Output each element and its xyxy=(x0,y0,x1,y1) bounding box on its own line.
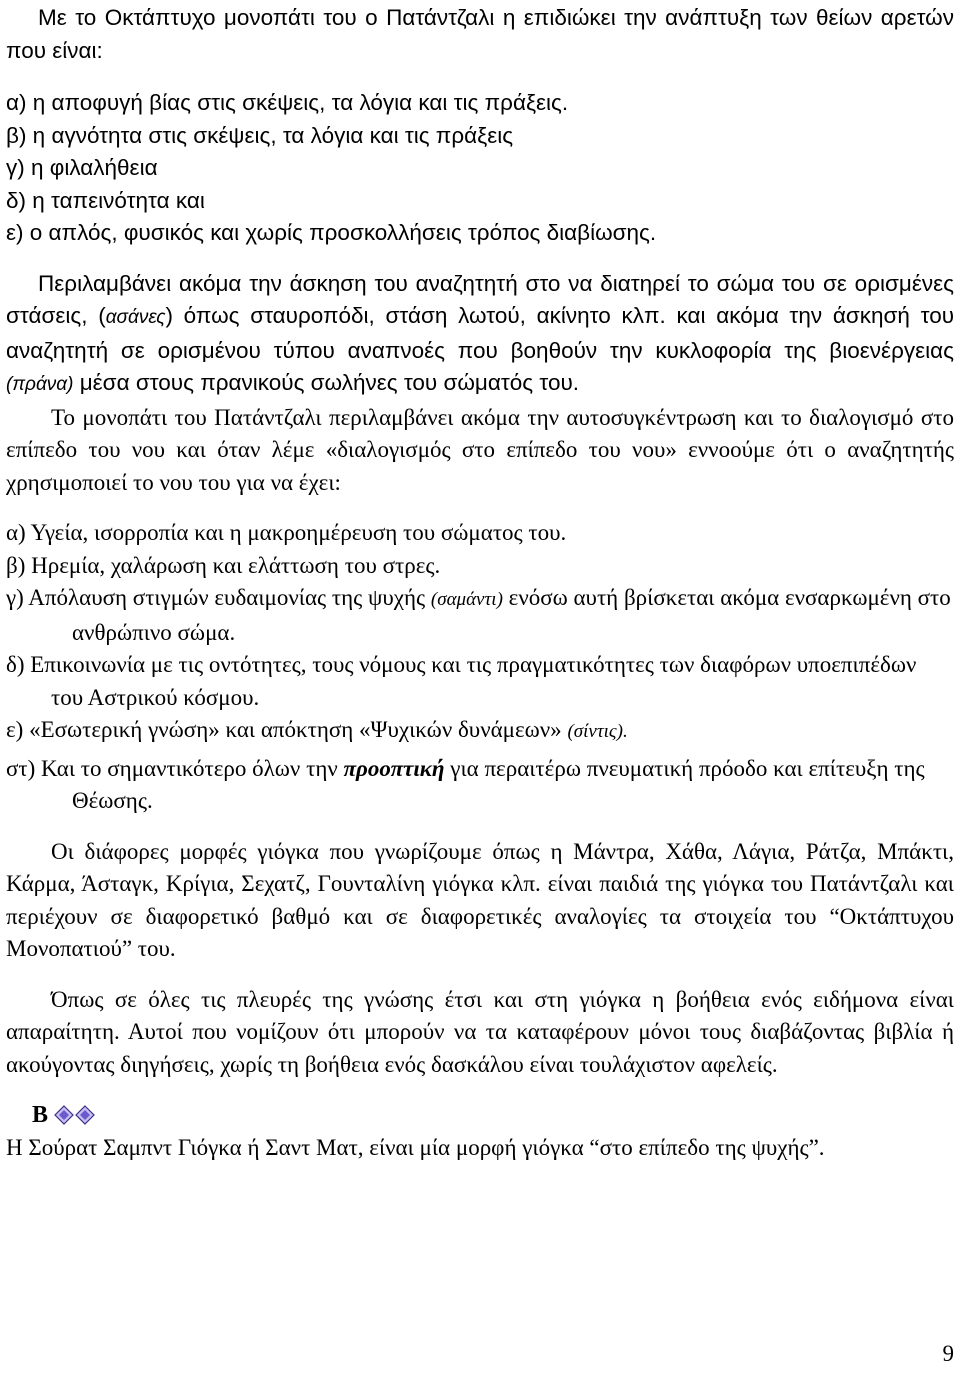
teacher-paragraph: Όπως σε όλες τις πλευρές της γνώσης έτσι και στη γιόγκα η βοήθεια ενός ειδήμονα είναι απαραίτητη. Αυτοί που νομίζουν ότι μπορούν να τα καταφέρουν μόνοι τους διαβάζοντας βιβλία ή ακούγοντας διηγήσεις, χωρίς τη βοήθεια ενός δασκάλου είναι τουλάχιστον αφελείς. xyxy=(6,986,954,1077)
prana-term: (πράνα) xyxy=(6,374,74,395)
page-number: 9 xyxy=(942,1341,954,1366)
benefit-item-a: α) Υγεία, ισορροπία και η μακροημέρευση του σώματος του. xyxy=(6,520,567,545)
benefit-item-d: δ) Επικοινωνία με τις οντότητες, τους νόμους και τις πραγματικότητες των διαφόρων υποεπιπέδων του Αστρικού κόσμου. xyxy=(6,652,917,710)
virtue-item-c: γ) η φιλαλήθεια xyxy=(6,155,158,180)
sant-mat-paragraph: Η Σούρατ Σαμπντ Γιόγκα ή Σαντ Ματ, είναι μία μορφή γιόγκα “στο επίπεδο της ψυχής”. xyxy=(6,1134,825,1160)
document-page xyxy=(6,0,954,1164)
virtue-item-d: δ) η ταπεινότητα και xyxy=(6,187,205,213)
samadhi-term: (σαμάντι) xyxy=(430,589,503,610)
diamond-ornament-icon xyxy=(54,1105,96,1125)
asanas-text-2: ) όπως σταυροπόδι, στάση λωτού, ακίνητο κλπ. και ακόμα την άσκησή του αναζητητή σε ορισμένου τύπου αναπνοές που βοηθούν την κυκλοφορία της βιοενέργειας xyxy=(6,303,955,363)
asanas-text-1: Περιλαμβάνει ακόμα την άσκηση του αναζητητή στο να διατηρεί το σώμα του σε ορισμένες στάσεις, ( xyxy=(6,270,954,328)
benefit-f-text: στ) Και το σημαντικότερο όλων την xyxy=(6,755,344,781)
prospect-term: προοπτική xyxy=(343,755,445,781)
meditation-paragraph: Το μονοπάτι του Πατάντζαλι περιλαμβάνει ακόμα την αυτοσυγκέντρωση και το διαλογισμό στο επίπεδο του νου και όταν λέμε «διαλογισμός στο επίπεδο του νου» εννοούμε ότι ο αναζητητής χρησιμοποιεί το νου του για να έχει: xyxy=(6,404,954,495)
benefit-item-e xyxy=(6,714,954,749)
virtue-item-a: α) η αποφυγή βίας στις σκέψεις, τα λόγια και τις πράξεις. xyxy=(6,90,569,115)
benefits-list xyxy=(6,517,954,818)
virtue-item-e: ε) ο απλός, φυσικός και χωρίς προσκολλήσεις τρόπος διαβίωσης. xyxy=(6,220,657,245)
siddhis-term: (σίντις). xyxy=(567,721,628,742)
benefit-item-b: β) Ηρεμία, χαλάρωση και ελάττωση του στρες. xyxy=(6,552,441,578)
section-b-heading xyxy=(6,1099,954,1132)
benefit-item-c xyxy=(6,582,954,649)
virtues-list xyxy=(6,87,954,250)
benefit-c-text: γ) Απόλαυση στιγμών ευδαιμονίας της ψυχής xyxy=(6,585,431,610)
intro-paragraph: Με το Οκτάπτυχο μονοπάτι του ο Πατάντζαλι η επιδιώκει την ανάπτυξη των θείων αρετών που είναι: xyxy=(6,5,954,63)
benefit-f-text-2: για περαιτέρω πνευματική πρόοδο και επίτευξη της Θέωσης. xyxy=(72,755,925,813)
virtue-item-b: β) η αγνότητα στις σκέψεις, τα λόγια και τις πράξεις xyxy=(6,122,514,148)
section-b-label: Β xyxy=(32,1102,49,1128)
benefit-c-text-2: ενόσω αυτή βρίσκεται ακόμα ενσαρκωμένη στο ανθρώπινο σώμα. xyxy=(72,585,951,645)
asanas-paragraph xyxy=(6,268,954,402)
asanas-term: ασάνες xyxy=(105,307,166,328)
benefit-e-text: ε) «Εσωτερική γνώση» και απόκτηση «Ψυχικών δυνάμεων» xyxy=(6,717,568,742)
asanas-text-3: μέσα στους πρανικούς σωλήνες του σώματός του. xyxy=(73,370,580,395)
yoga-forms-paragraph: Οι διάφορες μορφές γιόγκα που γνωρίζουμε όπως η Μάντρα, Χάθα, Λάγια, Ράτζα, Μπάκτι, Κάρμα, Άσταγκ, Κρίγια, Σεχατζ, Γουνταλίνη γιόγκα κλπ. είναι παιδιά της γιόγκα του Πατάντζαλι και περιέχουν σε διαφορετικό βαθμό και σε διαφορετικές αναλογίες τα στοιχεία του “Οκτάπτυχου Μονοπατιού” του. xyxy=(6,838,954,961)
benefit-item-f xyxy=(6,753,954,818)
